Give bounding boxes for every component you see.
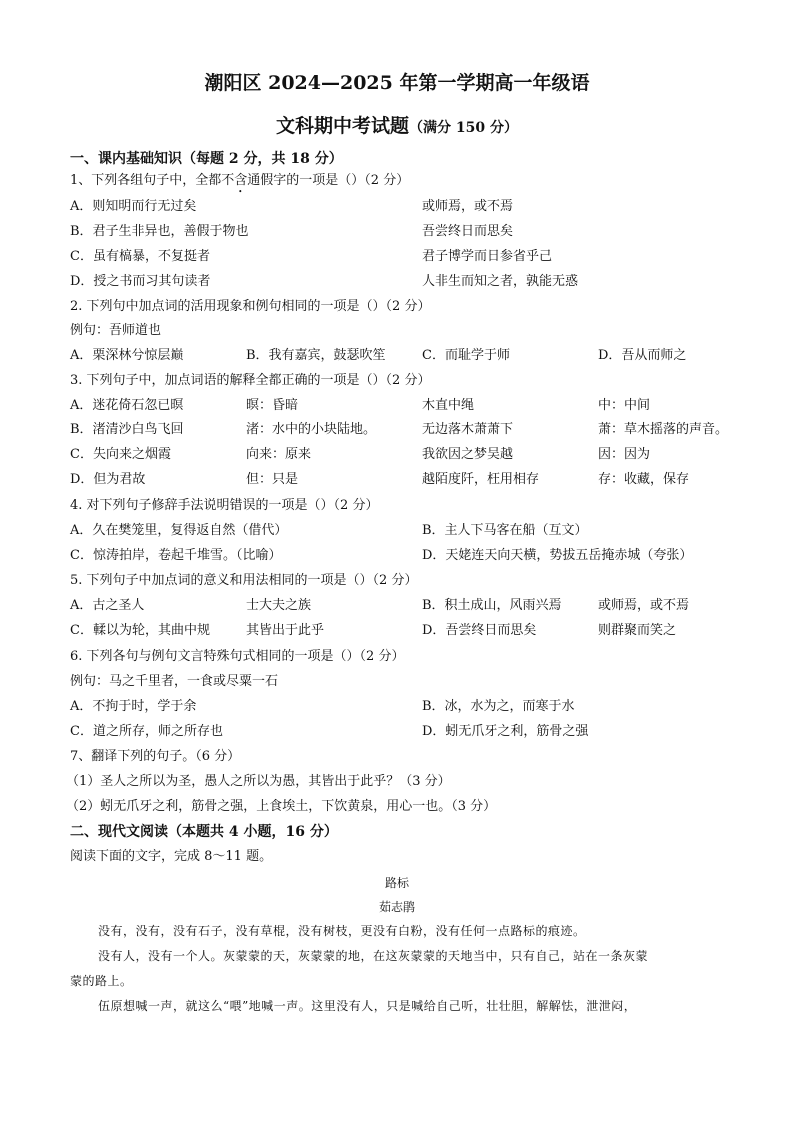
q5-d-2: 则群聚而笑之 — [598, 623, 677, 638]
q5-b-2: 或师焉，或不焉 — [598, 598, 690, 613]
q6-stem: 6. 下列各句与例句文言特殊句式相同的一项是（）（2 分） — [70, 649, 405, 664]
exam-title-line1: 潮阳区 2024—2025 年第一学期高一年级语 — [204, 72, 590, 94]
q6-option-a: A．不拘于时，学于余 — [70, 699, 197, 714]
q5-b-1: B．积土成山，风雨兴焉 — [422, 598, 562, 613]
q3-c-sentence2: 我欲因之梦吴越 — [422, 447, 514, 462]
q3-b-gloss1: 渚：水中的小块陆地。 — [246, 422, 377, 437]
q2-option-b: B．我有嘉宾，鼓瑟吹笙 — [246, 348, 386, 363]
q1-option-a: A．则知明而行无过矣 — [70, 199, 197, 214]
q3-b-sentence2: 无边落木萧萧下 — [422, 422, 514, 437]
q3-b-sentence1: B．渚清沙白鸟飞回 — [70, 422, 184, 437]
q6-example: 例句：马之千里者，一食或尽粟一石 — [70, 674, 279, 689]
q1-stem-before: 1、下列各组句子中，全都不 — [70, 173, 235, 188]
q5-d-1: D．吾尝终日而思矣 — [422, 623, 537, 638]
exam-title-line2 — [0, 113, 794, 141]
article-title: 路标 — [384, 876, 409, 890]
q3-d-sentence2: 越陌度阡，枉用相存 — [422, 472, 540, 487]
q4-option-a: A．久在樊笼里，复得返自然（借代） — [70, 523, 288, 538]
q3-a-gloss2: 中：中间 — [598, 398, 651, 413]
q1-option-a-pair: 或师焉，或不焉 — [422, 199, 514, 214]
q2-option-d: D．吾从而师之 — [598, 348, 687, 363]
q3-c-sentence1: C．失向来之烟霞 — [70, 447, 171, 462]
q5-c-1: C．輮以为轮，其曲中规 — [70, 623, 210, 638]
q3-d-gloss2: 存：收藏，保存 — [598, 472, 690, 487]
q6-option-d: D．蚓无爪牙之利，筋骨之强 — [422, 724, 589, 739]
q2-stem: 2. 下列句中加点词的活用现象和例句相同的一项是（）（2 分） — [70, 299, 431, 314]
section2-heading: 二、现代文阅读（本题共 4 小题，16 分） — [70, 824, 338, 840]
q1-option-b-pair: 吾尝终日而思矣 — [422, 224, 514, 239]
q6-option-c: C．道之所存，师之所存也 — [70, 724, 223, 739]
q4-option-d: D．天姥连天向天横，势拔五岳掩赤城（夸张） — [422, 548, 693, 563]
reading-instruction: 阅读下面的文字，完成 8～11 题。 — [70, 849, 273, 864]
q3-a-sentence2: 木直中绳 — [422, 398, 475, 413]
q7-item-2: （2）蚓无爪牙之利，筋骨之强，上食埃土，下饮黄泉，用心一也。（3 分） — [66, 799, 497, 814]
q1-option-c: C．虽有槁暴，不复挺者 — [70, 249, 210, 264]
q1-option-c-pair: 君子博学而日参省乎己 — [422, 249, 553, 264]
q7-item-1: （1）圣人之所以为圣，愚人之所以为愚，其皆出于此乎？（3 分） — [66, 774, 451, 789]
q5-a-2: 士大夫之族 — [246, 598, 312, 613]
q1-option-d: D．授之书而习其句读者 — [70, 274, 211, 289]
q1-stem — [70, 172, 409, 196]
q3-c-gloss1: 向来：原来 — [246, 447, 312, 462]
q1-stem-dotted: 含 — [234, 173, 248, 188]
q3-a-sentence1: A．迷花倚石忽已暝 — [70, 398, 184, 413]
exam-title-name: 文科期中考试题 — [276, 115, 410, 137]
q3-stem: 3. 下列句子中，加点词语的解释全都正确的一项是（）（2 分） — [70, 373, 431, 388]
article-paragraph-2-cont: 蒙的路上。 — [70, 974, 133, 988]
q5-c-2: 其皆出于此乎 — [246, 623, 325, 638]
q4-option-b: B．主人下马客在船（互文） — [422, 523, 588, 538]
article-paragraph-1: 没有，没有，没有石子，没有草棍，没有树枝，更没有白粉，没有任何一点路标的痕迹。 — [98, 924, 586, 938]
section1-heading: 一、课内基础知识（每题 2 分，共 18 分） — [70, 151, 343, 167]
article-author: 茹志鹃 — [378, 900, 415, 914]
q3-d-sentence1: D．但为君故 — [70, 472, 146, 487]
q1-option-d-pair: 人非生而知之者，孰能无惑 — [422, 274, 579, 289]
q1-stem-after: 通假字的一项是（）（2 分） — [247, 173, 410, 188]
q3-a-gloss1: 暝：昏暗 — [246, 398, 299, 413]
q3-b-gloss2: 萧：草木摇落的声音。 — [598, 422, 729, 437]
exam-full-score: （满分 150 分） — [409, 120, 518, 136]
q4-option-c: C．惊涛拍岸，卷起千堆雪。（比喻） — [70, 548, 282, 563]
article-paragraph-2: 没有人，没有一个人。灰蒙蒙的天，灰蒙蒙的地，在这灰蒙蒙的天地当中，只有自己，站在一条灰蒙 — [98, 949, 649, 963]
q2-option-a: A．栗深林兮惊层巅 — [70, 348, 184, 363]
q5-stem: 5. 下列句子中加点词的意义和用法相同的一项是（）（2 分） — [70, 573, 418, 588]
q3-c-gloss2: 因：因为 — [598, 447, 651, 462]
q2-option-c: C．而耻学于师 — [422, 348, 510, 363]
q7-stem: 7、翻译下列的句子。（6 分） — [70, 749, 241, 764]
q1-option-b: B．君子生非异也，善假于物也 — [70, 224, 249, 239]
q3-d-gloss1: 但：只是 — [246, 472, 299, 487]
q2-example: 例句：吾师道也 — [70, 323, 162, 338]
article-paragraph-3: 伍原想喊一声，就这么“喂”地喊一声。这里没有人，只是喊给自己听，壮壮胆，解解怯，泄泄闷， — [98, 999, 637, 1013]
q4-stem: 4. 对下列句子修辞手法说明错误的一项是（）（2 分） — [70, 498, 379, 513]
q6-option-b: B．冰，水为之，而寒于水 — [422, 699, 575, 714]
q5-a-1: A．古之圣人 — [70, 598, 145, 613]
